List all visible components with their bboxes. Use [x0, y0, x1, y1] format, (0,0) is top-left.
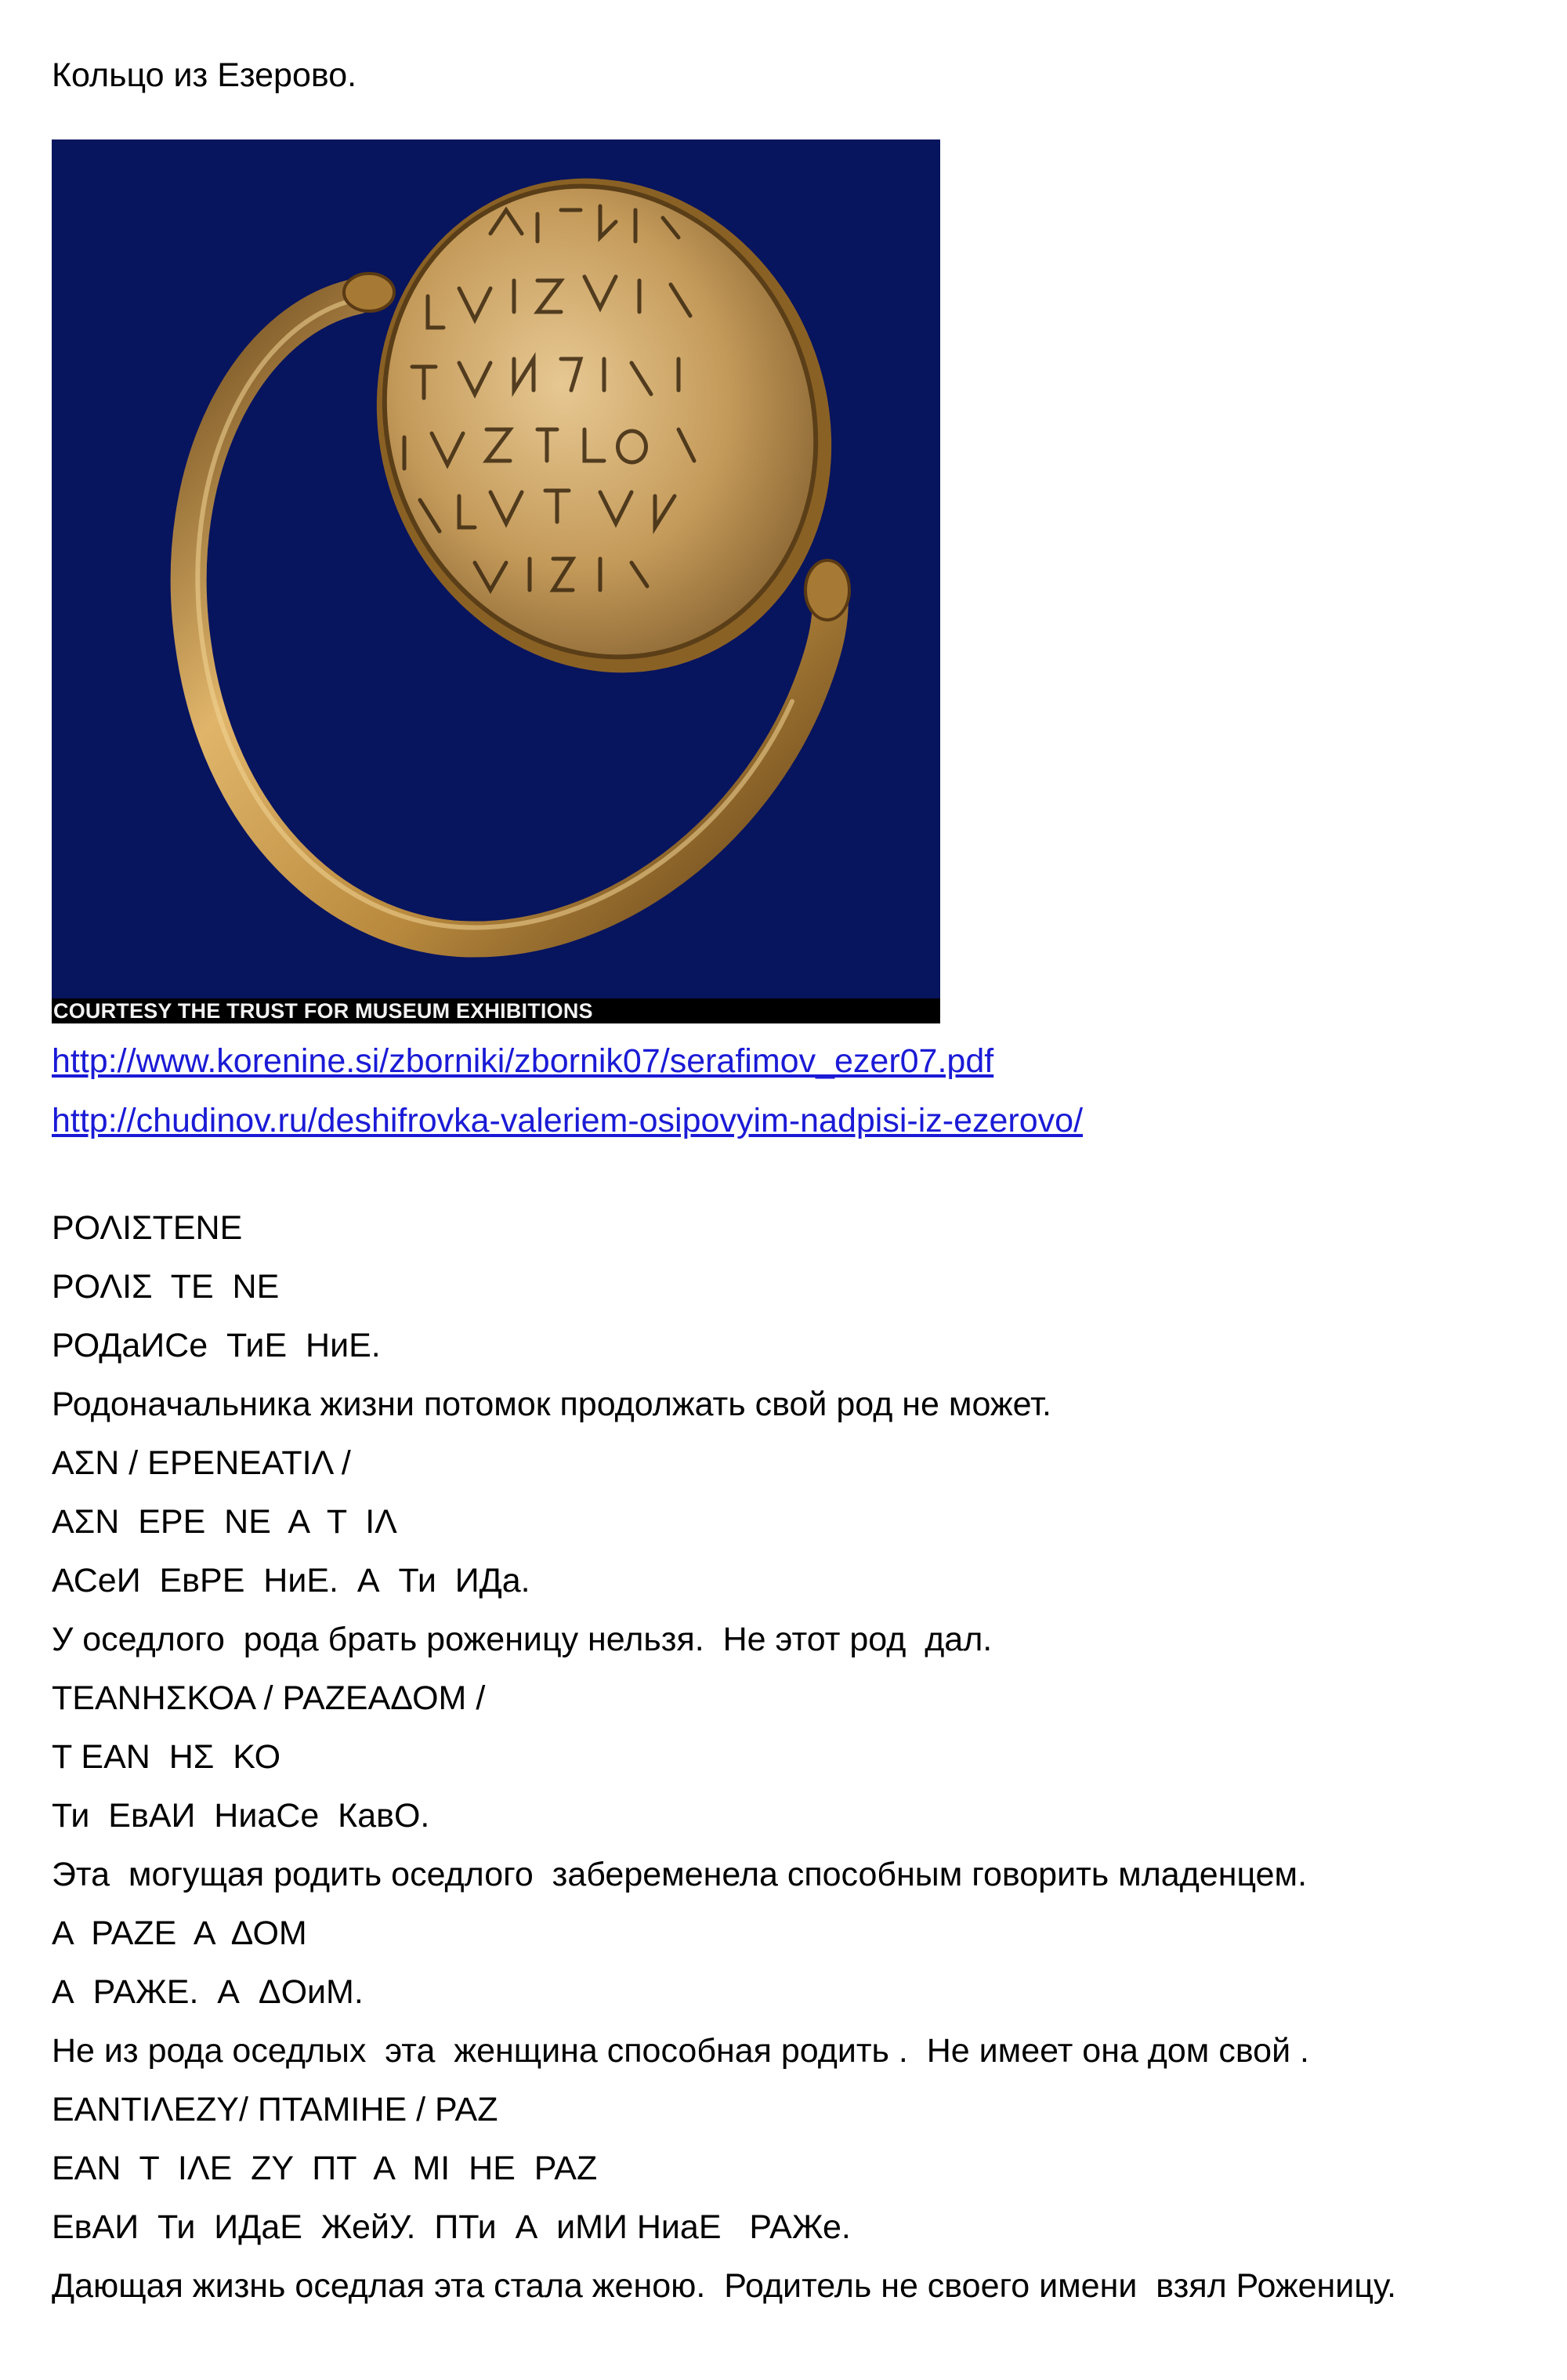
- text-line: Не из рода оседлых эта женщина способная родить . Не имеет она дом свой .: [52, 2032, 1310, 2070]
- caption-bar: [52, 998, 940, 1023]
- decipherment-text: [52, 1199, 1540, 2309]
- text-line: У оседлого рода брать роженицу нельзя. Не этот род дал.: [52, 1621, 993, 1658]
- document-title: Кольцо из Езерово.: [52, 56, 357, 94]
- text-line: ΕΑΝ Τ ΙΛΕ ΖΥ ΠΤ Α ΜΙ ΗΕ ΡΑΖ: [52, 2150, 598, 2187]
- text-line: ΕΑΝΤΙΛΕΖΥ/ ΠΤΑΜΙΗΕ / ΡΑΖ: [52, 2091, 498, 2128]
- text-line: Родоначальника жизни потомок продолжать свой род не может.: [52, 1386, 1051, 1423]
- text-line: ΑΣΝ / ΕΡΕΝΕΑΤΙΛ /: [52, 1444, 351, 1482]
- text-line: Эта могущая родить оседлого забеременела способным говорить младенцем.: [52, 1856, 1308, 1893]
- ring-illustration: [52, 139, 940, 1023]
- gold-ring-photo: [52, 139, 940, 1023]
- text-line: Дающая жизнь оседлая эта стала женою. Родитель не своего имени взял Роженицу.: [52, 2267, 1397, 2305]
- source-link-korenine[interactable]: http://www.korenine.si/zborniki/zbornik07/serafimov_ezer07.pdf: [52, 1042, 994, 1080]
- text-line: А РАЖЕ. А ΔОиМ.: [52, 1973, 364, 2011]
- text-line: ΑΣΝ ΕΡΕ ΝΕ Α Τ ΙΛ: [52, 1503, 397, 1541]
- text-line: ΤΕΑΝΗΣΚΟΑ / ΡΑΖΕΑΔΟΜ /: [52, 1679, 486, 1717]
- text-line: Τ ΕΑΝ ΗΣ ΚΟ: [52, 1738, 281, 1776]
- text-line: РОДаИСе ТиЕ НиЕ.: [52, 1327, 381, 1364]
- text-line: ЕвАИ Ти ИДаЕ ЖейУ. ПТи А иМИ НиаЕ РАЖе.: [52, 2208, 851, 2246]
- image-caption: COURTESY THE TRUST FOR MUSEUM EXHIBITIONS: [53, 999, 593, 1023]
- source-links: [52, 1031, 1083, 1150]
- source-link-chudinov[interactable]: http://chudinov.ru/deshifrovka-valeriem-osipovyim-nadpisi-iz-ezerovo/: [52, 1102, 1084, 1139]
- text-line: ΡΟΛΙΣΤΕΝΕ: [52, 1209, 243, 1247]
- text-line: АСеИ ЕвРЕ НиЕ. А Ти ИДа.: [52, 1562, 530, 1599]
- text-line: Ти ЕвАИ НиаСе КавО.: [52, 1797, 430, 1835]
- text-line: ΡΟΛΙΣ ΤΕ ΝΕ: [52, 1268, 280, 1306]
- text-line: Α ΡΑΖΕ Α ΔΟΜ: [52, 1915, 307, 1952]
